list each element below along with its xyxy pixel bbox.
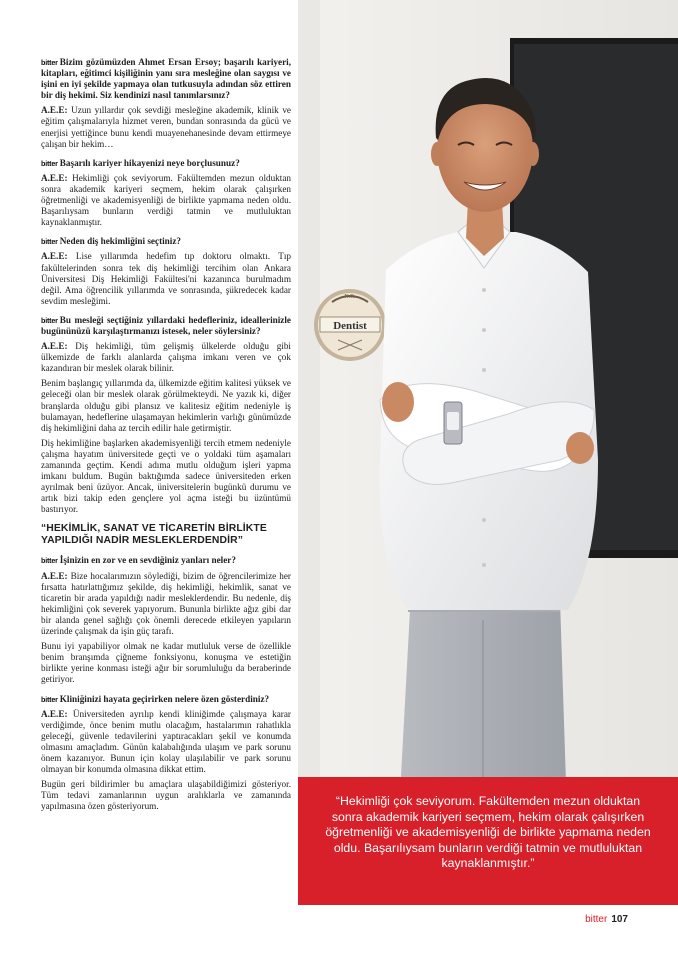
- question: [41, 158, 291, 169]
- brand-mark: bitter: [41, 58, 58, 67]
- answer-text: Uzun yıllardır çok sevdiği mesleğine akademik, klinik ve eğitim çalışmalarıyla hizmet veren, bundan sonrasında da gücü ve enerjisi yettiğince bunu kendi muayenehanesinde devam ettirmeye çalışan bir hekim…: [41, 105, 291, 149]
- question-text: Neden diş hekimliğini seçtiniz?: [59, 236, 182, 247]
- brand-mark: bitter: [41, 158, 58, 168]
- answer-lead: A.E.E:: [41, 570, 68, 581]
- answer: [41, 378, 291, 433]
- pull-quote-box: [298, 777, 678, 905]
- question: [41, 315, 291, 337]
- answer-text: Diş hekimliği, tüm gelişmiş ülkelerde olduğu gibi ülkemizde de farklı alanlarda çalışma imkanı veren ve çok kazandıran bir meslek olarak bilinir.: [41, 341, 291, 374]
- article-column: [41, 49, 291, 816]
- brand-mark: bitter: [41, 556, 58, 566]
- svg-text:Dentist: Dentist: [333, 320, 367, 332]
- answer: [41, 438, 291, 516]
- answer-lead: A.E.E:: [41, 708, 68, 719]
- answer-text: Bugün geri bildirimler bu amaçlara ulaşabildiğimizi gösteriyor. Tüm tedavi zamanlarının uygun aralıklarla ve zamanında yapılmasına özen gösteriyorum.: [41, 779, 291, 812]
- svg-text:N.R.: N.R.: [344, 294, 356, 300]
- portrait-photo: [298, 0, 678, 905]
- question-text: Bizim gözümüzden Ahmet Ersan Ersoy; başarılı kariyeri, kitapları, eğitimci kişiliğinin yanı sıra mesleğine olan saygısı ve işini en iyi şekilde yapmaya olan tutkusuyla adından söz ettiren bir diş hekimi. Siz kendinizi nasıl tanımlarsınız?: [41, 57, 291, 101]
- answer-lead: A.E.E:: [41, 341, 68, 352]
- brand-mark: bitter: [41, 694, 58, 704]
- page-footer: [585, 914, 628, 925]
- answer-text: Benim başlangıç yıllarımda da, ülkemizde eğitim kalitesi yüksek ve geleceği olan bir meslek olarak görülmekteydi. Ne yazık ki, diğer branşlarda olduğu gibi plansız ve kalitesiz eğitim nedeniyle iş bulamayan, hedeflerine ulaşamayan hekimlerin varlığı günümüzde diş hekimliğini daha az tercih edilir hale getirmiştir.: [41, 378, 291, 433]
- answer: [41, 571, 291, 638]
- question: [41, 57, 291, 101]
- answer-text: Üniversiteden ayrılıp kendi kliniğimde çalışmaya karar verdiğimde, önce benim mutlu olacağım, hastalarımın rahatlıkla geleceği, güvenle tedavilerini yaptıracakları şekil ve konumda olmasını amaçladım. Günün kalabalığında ulaşım ve park sorunu önem kazanıyor. Bunun için kolay ulaşılabilir ve park sorunu olmayan bir konumda olmasına dikkat ettim.: [41, 708, 291, 775]
- answer-text: Bize hocalarımızın söylediği, bizim de öğrencilerimize her fırsatta hatırlattığımız şekilde, diş hekimliği, hekimlik, sanat ve ticaretin bir arada yapıldığı nadir mesleklerdendir. Bu nedenle, diş hekimliğini çok severek yapıyorum. Bununla birlikte ağız gibi dar bir alanda genel sağlığı çok önemli derecede etkileyen yapıların üzerinde çalışmak da işin güç tarafı.: [41, 570, 291, 637]
- answer-text: Bunu iyi yapabiliyor olmak ne kadar mutluluk verse de özellikle benim branşımda çiğneme fonksiyonu, konuşma ve estetiğin birlikte yerine konması isteği ağır bir sorumluluğu da beraberinde getiriyor.: [41, 641, 291, 685]
- answer: [41, 251, 291, 306]
- answer: [41, 105, 291, 149]
- brand-mark: bitter: [41, 315, 58, 325]
- question: [41, 694, 291, 705]
- question-text: Bu mesleği seçtiğiniz yıllardaki hedefleriniz, ideallerinizle bugününüzü karşılaştırmanızı istesek, neler söylersiniz?: [41, 314, 291, 336]
- footer-brand: bitter: [585, 914, 608, 925]
- answer-text: Diş hekimliğine başlarken akademisyenliği tercih etmem nedeniyle çalışma hayatım üniversitede geçti ve o yoldaki tüm aşamaları zamanında geçtim. Kendi adıma mutlu olduğum işleri yapma imkanı buldum. Bugün baktığımda sadece üniversiteden erken ayrılmak beni üzüyor. Ancak, üniversitelerin bugünkü durumu ve artık bizi takip eden gençlere yol açma isteği bu üzüntümü bastırıyor.: [41, 437, 291, 515]
- answer-text: Lise yıllarımda hedefim tıp doktoru olmaktı. Tıp fakültelerinden sonra tek diş hekimliği tercihim olan Ankara Üniversitesi Diş Hekimliği Fakültesi'ni kazanınca burulmadım değil. Ama öğrencilik yıllarımda ve sonrasında, şükredecek kadar sevdim mesleğimi.: [41, 251, 291, 306]
- dentist-sign-icon: [314, 289, 386, 361]
- page-number: 107: [611, 914, 628, 925]
- question: [41, 236, 291, 247]
- answer: [41, 341, 291, 374]
- question: [41, 555, 291, 566]
- answer-lead: A.E.E:: [41, 172, 68, 183]
- question-text: Başarılı kariyer hikayenizi neye borçlusunuz?: [59, 157, 240, 168]
- brand-mark: bitter: [41, 237, 58, 247]
- question-text: Kliniğinizi hayata geçirirken nelere özen gösterdiniz?: [59, 693, 270, 704]
- answer: [41, 709, 291, 776]
- question-text: İşinizin en zor ve en sevdiğiniz yanları neler?: [59, 555, 236, 566]
- answer-text: Hekimliği çok seviyorum. Fakültemden mezun olduktan sonra akademik kariyeri seçmem, hekim olarak çalışırken öğretmenliği ve akademisyenliği de birlikte yapmama neden oldu. Başarılıysam bunların verdiği tatmin ve mutluluktan kaynaklanmıştır.: [41, 172, 291, 228]
- answer: [41, 779, 291, 812]
- answer: [41, 641, 291, 685]
- answer: [41, 173, 291, 228]
- pull-quote-text: “Hekimliği çok seviyorum. Fakültemden mezun olduktan sonra akademik kariyeri seçmem, hekim olarak çalışırken öğretmenliği ve akademisyenliği de birlikte yapmama neden oldu. Başarılıysam bunların verdiği tatmin ve mutluluktan kaynaklanmıştır.”: [325, 794, 651, 871]
- answer-lead: A.E.E:: [41, 251, 68, 262]
- section-heading: “HEKİMLİK, SANAT VE TİCARETİN BİRLİKTE YAPILDIĞI NADİR MESLEKLERDENDİR”: [41, 523, 267, 547]
- answer-lead: A.E.E:: [41, 105, 68, 116]
- portrait-illustration: [298, 0, 678, 905]
